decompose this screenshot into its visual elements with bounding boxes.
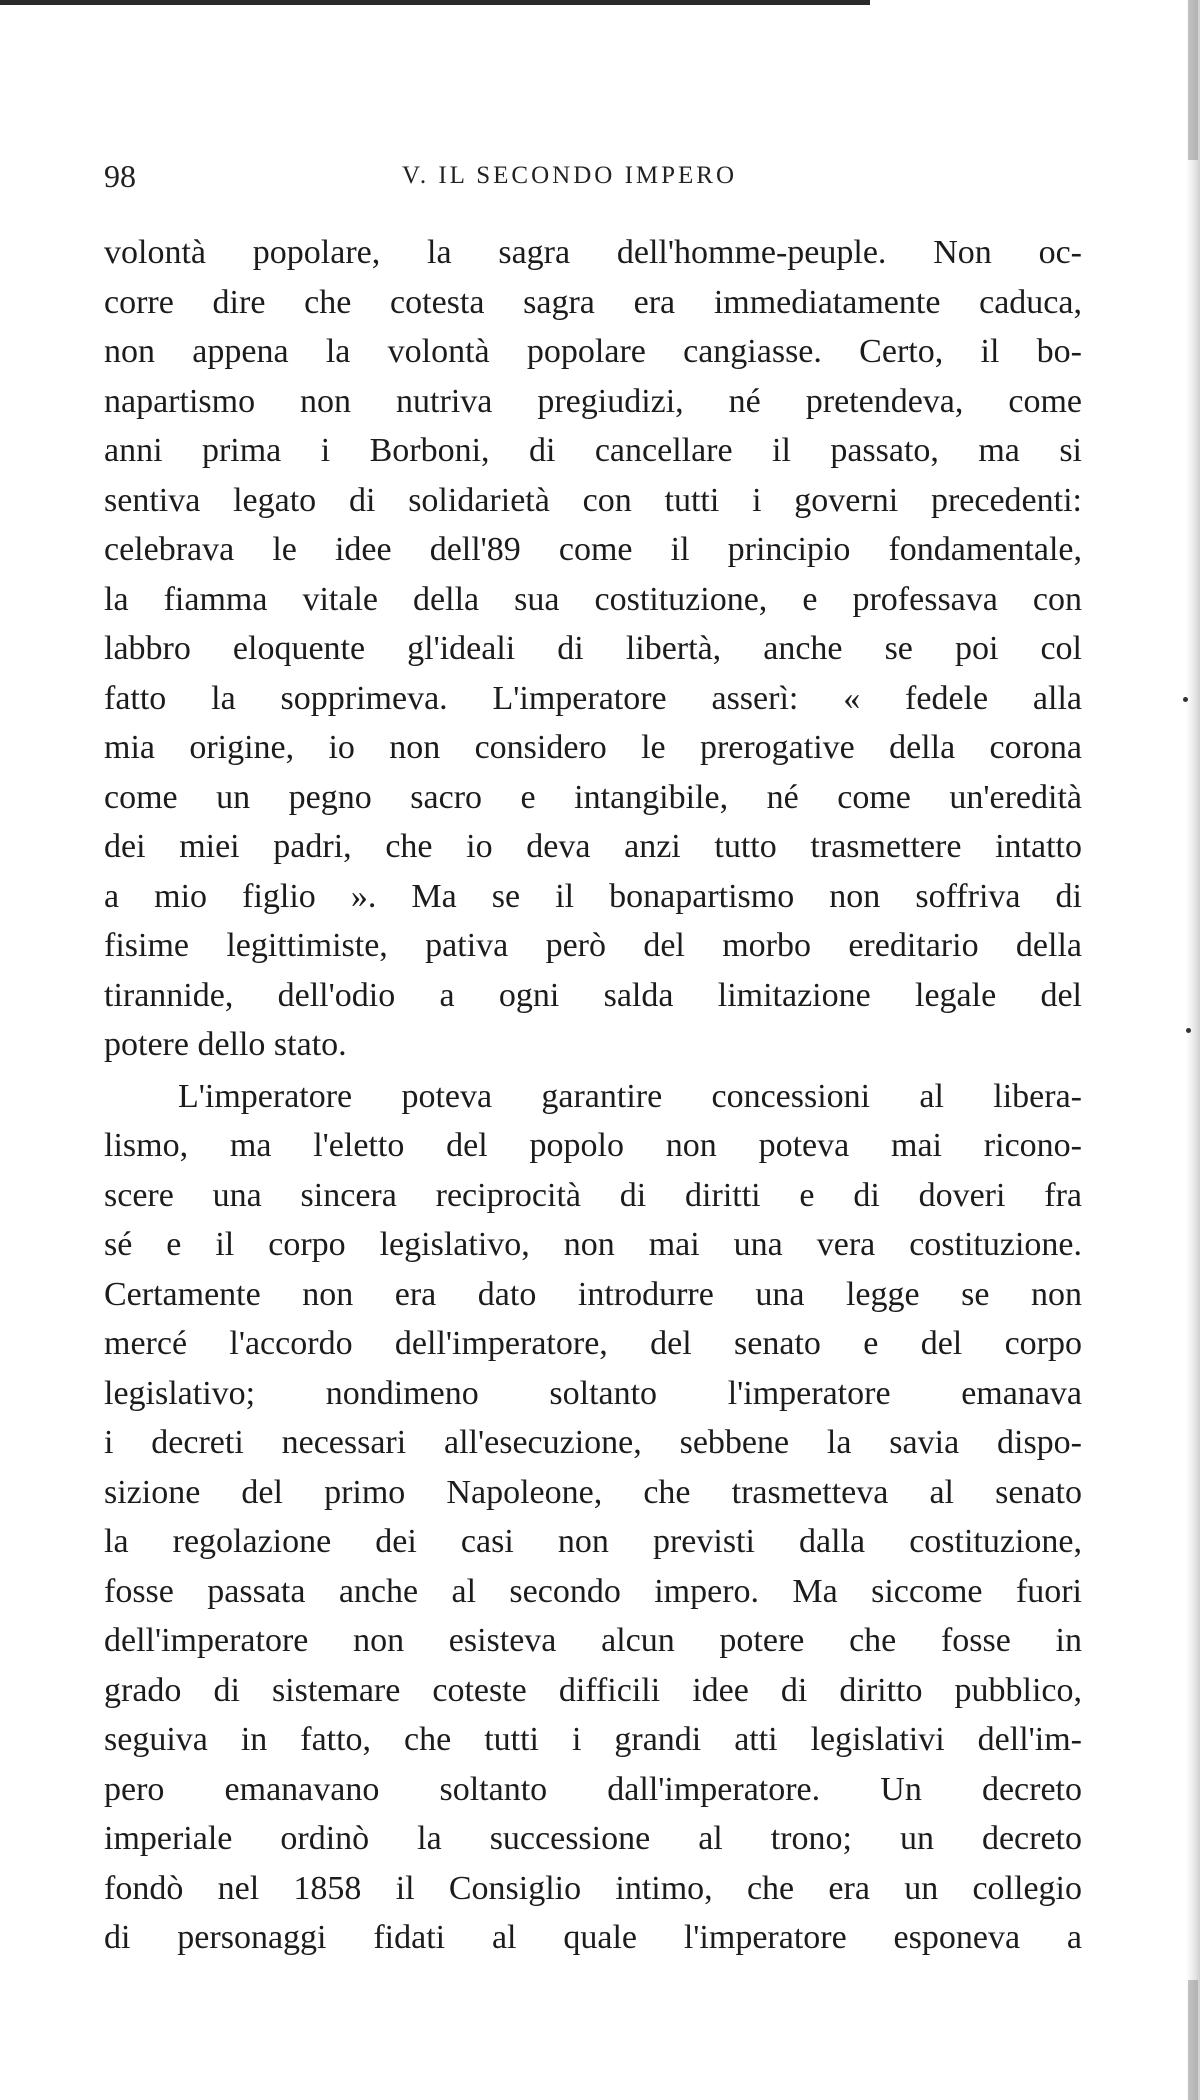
- text-line: i decreti necessari all'esecuzione, sebbene la savia dispo-: [104, 1424, 1082, 1461]
- top-page-edge: [0, 0, 870, 5]
- page-number: 98: [104, 158, 136, 194]
- running-title: V. IL SECONDO IMPERO: [402, 162, 738, 189]
- text-line: come un pegno sacro e intangibile, né come un'eredità: [104, 778, 1082, 816]
- scan-speck: [1186, 1028, 1191, 1033]
- text-line: potere dello stato.: [104, 1026, 347, 1063]
- text-line: fondò nel 1858 il Consiglio intimo, che era un collegio: [104, 1869, 1082, 1907]
- page-header: [104, 158, 1094, 198]
- text-line: fisime legittimiste, pativa però del morbo ereditario della: [104, 927, 1082, 964]
- scan-speck: [1183, 697, 1188, 702]
- page-gutter-edge: [1186, 0, 1200, 2100]
- text-line: non appena la volontà popolare cangiasse. Certo, il bo-: [104, 333, 1082, 370]
- text-line: L'imperatore poteva garantire concessioni al libera-: [178, 1077, 1082, 1115]
- text-line: la regolazione dei casi non previsti dalla costituzione,: [104, 1523, 1082, 1560]
- text-line: sé e il corpo legislativo, non mai una vera costituzione.: [104, 1226, 1082, 1263]
- text-line: fosse passata anche al secondo impero. Ma siccome fuori: [104, 1572, 1082, 1610]
- text-line: seguiva in fatto, che tutti i grandi atti legislativi dell'im-: [104, 1721, 1082, 1758]
- text-line: lismo, ma l'eletto del popolo non poteva mai ricono-: [104, 1127, 1082, 1164]
- text-line: di personaggi fidati al quale l'imperatore esponeva a: [104, 1919, 1082, 1956]
- text-line: mercé l'accordo dell'imperatore, del senato e del corpo: [104, 1325, 1082, 1362]
- paragraph-2: [104, 1072, 1082, 1963]
- text-line: mia origine, io non considero le prerogative della corona: [104, 729, 1082, 766]
- text-line: labbro eloquente gl'ideali di libertà, anche se poi col: [104, 630, 1082, 667]
- paragraph-1: [104, 228, 1082, 1070]
- text-line: sentiva legato di solidarietà con tutti i governi precedenti:: [104, 481, 1082, 519]
- text-line: napartismo non nutriva pregiudizi, né pretendeva, come: [104, 382, 1082, 420]
- text-line: dell'imperatore non esisteva alcun potere che fosse in: [104, 1622, 1082, 1659]
- text-line: anni prima i Borboni, di cancellare il passato, ma si: [104, 432, 1082, 469]
- text-line: celebrava le idee dell'89 come il principio fondamentale,: [104, 531, 1082, 568]
- text-line: legislativo; nondimeno soltanto l'imperatore emanava: [104, 1374, 1082, 1412]
- text-line: scere una sincera reciprocità di diritti e di doveri fra: [104, 1176, 1082, 1214]
- text-line: volontà popolare, la sagra dell'homme-peuple. Non oc-: [104, 234, 1082, 271]
- text-line: sizione del primo Napoleone, che trasmetteva al senato: [104, 1473, 1082, 1511]
- text-line: la fiamma vitale della sua costituzione, e professava con: [104, 580, 1082, 618]
- text-line: a mio figlio ». Ma se il bonapartismo non soffriva di: [104, 877, 1082, 915]
- text-line: tirannide, dell'odio a ogni salda limitazione legale del: [104, 976, 1082, 1014]
- text-line: dei miei padri, che io deva anzi tutto trasmettere intatto: [104, 828, 1082, 865]
- text-line: imperiale ordinò la successione al trono; un decreto: [104, 1820, 1082, 1857]
- text-line: grado di sistemare coteste difficili idee di diritto pubblico,: [104, 1671, 1082, 1709]
- text-line: Certamente non era dato introdurre una legge se non: [104, 1275, 1082, 1313]
- body-text: [104, 228, 1082, 1963]
- text-line: corre dire che cotesta sagra era immediatamente caduca,: [104, 283, 1082, 321]
- text-line: fatto la sopprimeva. L'imperatore asserì: « fedele alla: [104, 679, 1082, 717]
- text-line: pero emanavano soltanto dall'imperatore. Un decreto: [104, 1770, 1082, 1808]
